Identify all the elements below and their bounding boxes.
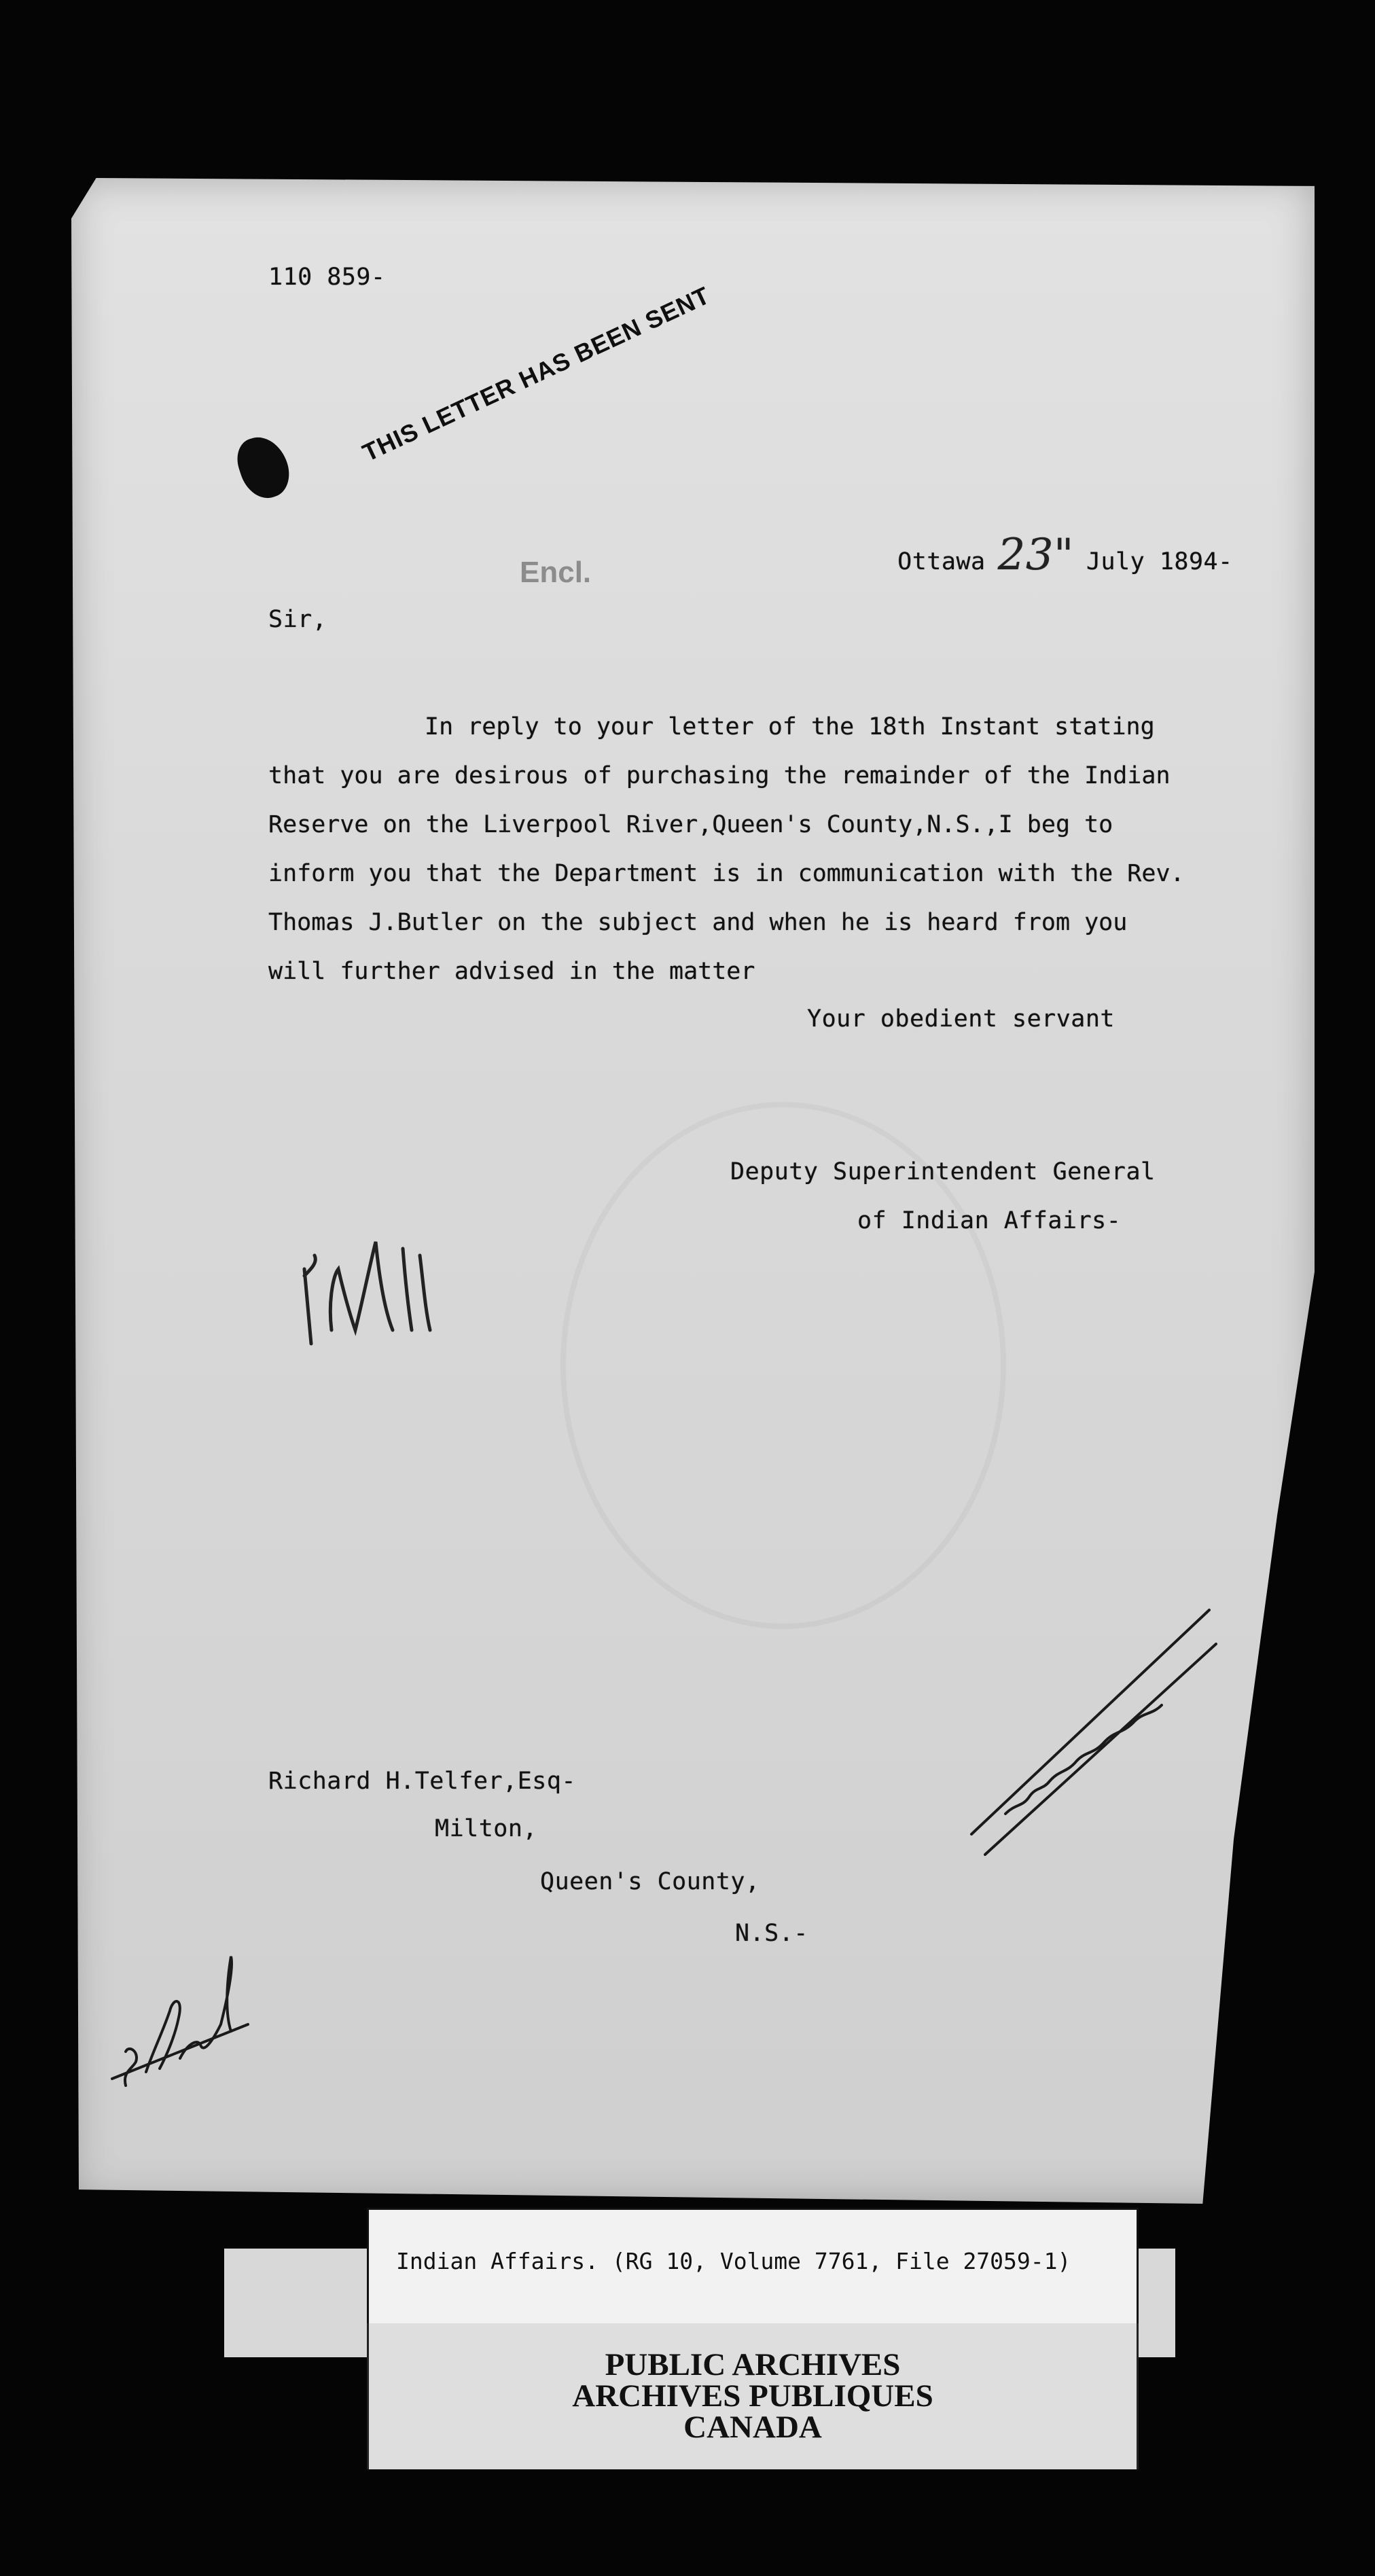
letter-sheet (71, 178, 1315, 2204)
date-month-year: July 1894- (1086, 548, 1233, 575)
date-day-handwritten: 23" (997, 530, 1074, 580)
file-number: 110 859- (268, 264, 386, 291)
handwritten-filed-note (99, 1943, 275, 2122)
body-line: In reply to your letter of the 18th Instant stating (425, 713, 1155, 740)
archive-citation-card (367, 2208, 1139, 2327)
letter-date (868, 503, 1233, 580)
address-line: N.S.- (735, 1920, 808, 1947)
handwritten-forwarded-note (965, 1603, 1223, 1864)
punch-hole (231, 430, 296, 504)
letter-body (268, 713, 1260, 1007)
address-line: Milton, (435, 1815, 538, 1842)
address-line: Queen's County, (540, 1868, 760, 1895)
archive-name-line: ARCHIVES PUBLIQUES (572, 2378, 933, 2414)
salutation: Sir, (268, 606, 327, 633)
archive-name-line: CANADA (683, 2410, 822, 2445)
body-line: inform you that the Department is in communication with the Rev. (268, 860, 1185, 887)
date-city: Ottawa (897, 548, 986, 575)
archive-citation: Indian Affairs. (RG 10, Volume 7761, File 27059-1) (396, 2248, 1071, 2274)
handwritten-initials (291, 1228, 454, 1353)
body-line: Thomas J.Butler on the subject and when he is heard from you (268, 909, 1128, 936)
signature-title-line: Deputy Superintendent General (730, 1158, 1156, 1185)
body-line: will further advised in the matter (268, 958, 755, 985)
sent-stamp: THIS LETTER HAS BEEN SENT (358, 281, 715, 467)
closing: Your obedient servant (807, 1005, 1115, 1033)
body-line: Reserve on the Liverpool River,Queen's County,N.S.,I beg to (268, 811, 1113, 838)
signature-title-line: of Indian Affairs- (857, 1207, 1122, 1234)
body-line: that you are desirous of purchasing the remainder of the Indian (268, 762, 1171, 789)
address-line: Richard H.Telfer,Esq- (268, 1768, 577, 1795)
enclosure-mark: Encl. (520, 556, 592, 589)
archive-name-line: PUBLIC ARCHIVES (605, 2347, 901, 2382)
archive-stamp-card (367, 2323, 1139, 2469)
